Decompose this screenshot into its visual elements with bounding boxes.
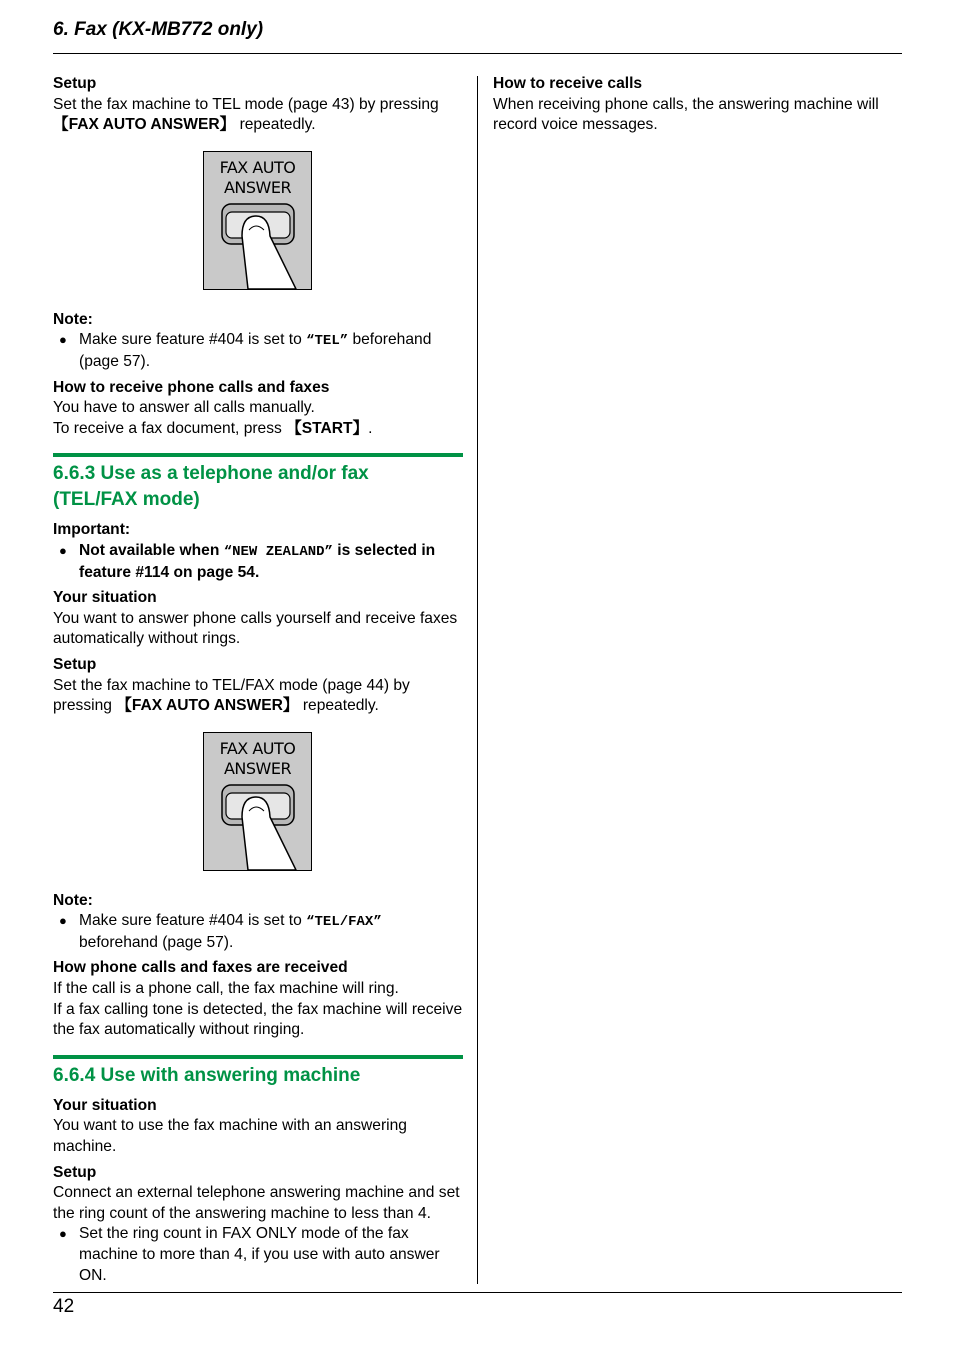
note2-code: “TEL/FAX” — [306, 914, 382, 931]
setup2-text-body: Set the fax machine to TEL/FAX mode (page 44) by pressing — [53, 676, 410, 715]
received-heading: How phone calls and faxes are received — [53, 959, 348, 977]
important-post: is selected in feature #114 on page 54. — [79, 541, 436, 581]
important-heading: Important: — [53, 521, 131, 539]
finger-pressing-button-icon — [204, 733, 311, 870]
receive-line2 — [53, 419, 463, 440]
column-divider — [477, 76, 478, 1284]
setup3-bullet — [53, 1224, 463, 1286]
right-column — [493, 74, 903, 136]
note2-heading: Note: — [53, 891, 93, 909]
setup-text-after: repeatedly. — [235, 116, 316, 134]
receive-line2-post: . — [368, 419, 373, 437]
note-bullet — [53, 330, 463, 372]
footer-divider — [53, 1292, 902, 1293]
setup-text — [53, 95, 463, 136]
figure-label-line2: ANSWER — [223, 177, 292, 197]
note-heading: Note: — [53, 310, 93, 328]
setup2-heading: Setup — [53, 655, 97, 673]
setup-heading: Setup — [53, 75, 97, 92]
bullet-icon: ● — [59, 913, 67, 929]
situation-heading: Your situation — [53, 589, 157, 607]
header-divider — [53, 53, 902, 54]
note-bullet-text: Make sure feature #404 is set to — [79, 331, 307, 349]
situation2-text: You want to use the fax machine with an answering machine. — [53, 1117, 407, 1156]
fax-auto-answer-button-figure — [203, 151, 312, 290]
receive-calls-text: When receiving phone calls, the answering machine will record voice messages. — [493, 95, 879, 134]
fax-auto-answer-button-figure-2 — [203, 732, 312, 871]
figure-label-line2: ANSWER — [223, 758, 292, 778]
finger-pressing-button-icon — [204, 152, 311, 289]
page-header-title: 6. Fax (KX-MB772 only) — [53, 19, 264, 40]
section-663-title-line2: (TEL/FAX mode) — [53, 489, 200, 511]
receive-heading: How to receive phone calls and faxes — [53, 378, 330, 396]
page-number: 42 — [53, 1296, 75, 1317]
received-line2: If a fax calling tone is detected, the fax machine will receive the fax automatically without ringing. — [53, 1000, 463, 1039]
bullet-icon: ● — [59, 1226, 67, 1242]
important-bullet — [53, 541, 463, 583]
note2-post: beforehand (page 57). — [79, 933, 234, 951]
section-664-bar — [53, 1055, 463, 1059]
setup2-text-after: repeatedly. — [298, 697, 379, 715]
setup3-heading: Setup — [53, 1163, 97, 1181]
situation2-heading: Your situation — [53, 1096, 157, 1114]
bullet-icon: ● — [59, 542, 67, 558]
receive-line1: You have to answer all calls manually. — [53, 399, 315, 417]
bullet-icon: ● — [59, 332, 67, 348]
important-text: Not available when — [79, 541, 224, 559]
left-column — [53, 74, 463, 1286]
fax-auto-answer-key: 【FAX AUTO ANSWER】 — [53, 116, 236, 134]
situation-text: You want to answer phone calls yourself and receive faxes automatically without rings. — [53, 609, 458, 648]
figure-label-line1: FAX AUTO — [219, 157, 296, 177]
receive-calls-heading: How to receive calls — [493, 75, 643, 92]
note-bullet-post: beforehand (page 57). — [79, 331, 432, 370]
note2-bullet — [53, 911, 463, 953]
section-664-title: 6.6.4 Use with answering machine — [53, 1064, 361, 1086]
note-bullet-code: “TEL” — [306, 333, 349, 350]
setup2-text — [53, 676, 463, 717]
figure-label-line1: FAX AUTO — [219, 738, 296, 758]
setup-text-body: Set the fax machine to TEL mode (page 43) by pressing — [53, 95, 439, 113]
section-663-title-line1: 6.6.3 Use as a telephone and/or fax — [53, 463, 369, 485]
setup3-bullet-text: Set the ring count in FAX ONLY mode of the fax machine to more than 4, if you use with auto answer ON. — [79, 1225, 440, 1284]
section-663-bar — [53, 453, 463, 457]
setup3-text: Connect an external telephone answering machine and set the ring count of the answering machine to less than 4. — [53, 1184, 460, 1222]
fax-auto-answer-key: 【FAX AUTO ANSWER】 — [116, 697, 299, 715]
received-line1: If the call is a phone call, the fax machine will ring. — [53, 980, 399, 998]
receive-line2-text: To receive a fax document, press — [53, 419, 287, 437]
important-code: “NEW ZEALAND” — [223, 543, 333, 560]
note2-text: Make sure feature #404 is set to — [79, 912, 307, 930]
start-key: 【START】 — [286, 419, 369, 437]
section-663-title — [53, 461, 463, 513]
